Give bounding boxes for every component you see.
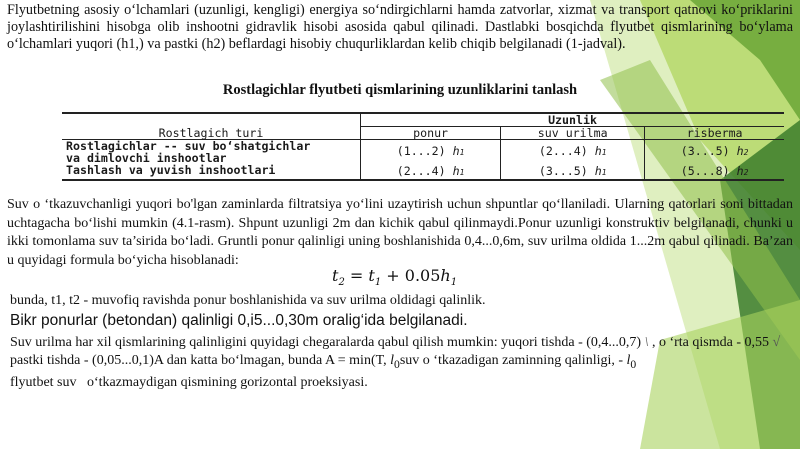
header-length: Uzunlik bbox=[361, 113, 785, 127]
header-risberma: risberma bbox=[645, 127, 784, 140]
row-type-line1: Tashlash va yuvish inshootlari bbox=[66, 163, 276, 177]
row-risberma: (5...8) h2 bbox=[645, 164, 784, 180]
row-risberma: (3...5) h2 bbox=[645, 140, 784, 165]
header-ponur: ponur bbox=[361, 127, 501, 140]
row-type bbox=[62, 140, 361, 165]
header-urilma: suv urilma bbox=[501, 127, 645, 140]
row-type-line2: va dimlovchi inshootlar bbox=[66, 151, 227, 165]
definition-line: bunda, t1, t2 - muvofiq ravishda ponur boshlanishida va suv urilma oldidagi qalinlik. bbox=[10, 293, 486, 308]
table-header-row-1 bbox=[62, 113, 784, 127]
table-row bbox=[62, 164, 784, 180]
intro-paragraph: Flyutbetning asosiy o‘lchamlari (uzunligi, kengligi) energiya so‘ndirgichlarni hamda zatvorlar, xizmat va transport qatnovi ko‘priklarini joylashtirilishini hisobga olib inshootni gidravlik hisobi asosida qabul qilinadi. Dastlabki bosqichda flyutbet qismlarining bo‘ylama o‘lchamlari yuqori (h1,) va pastki (h2) beflardagi hisobiy chuqurliklardan kelib chiqib belgilanadi (1-jadval). bbox=[7, 2, 793, 53]
row-ponur: (1...2) h1 bbox=[361, 140, 501, 165]
urilma-thickness-paragraph: Suv urilma har xil qismlarining qalinligini quyidagi chegaralarda qabul qilish mumkin: yuqori tishda - (0,4...0,7) \ , o ‘rta qismda - 0,55 √ pastki tishda - (0,05...0,1)A dan katta bo‘lmagan, bunda A = min(T, $l_0suv$ o ‘tkazadigan zaminning qalinligi, - $l_0$ flyutbet suv o‘tkazmaydigan qismining gorizontal proeksiyasi. bbox=[10, 335, 781, 390]
row-type-line1: Rostlagichlar -- suv bo‘shatgichlar bbox=[66, 139, 311, 153]
lengths-table bbox=[62, 112, 784, 181]
formula-placeholder-icon: \ bbox=[641, 335, 652, 350]
table-title: Rostlagichlar flyutbeti qismlarining uzunliklarini tanlash bbox=[222, 82, 578, 98]
shpunt-paragraph: Suv o ‘tkazuvchanligi yuqori bo'lgan zaminlarda filtratsiya yo‘lini uzaytirish uchun shpuntlar qo‘llaniladi. Ularning qatorlari soni bittadan uchtagacha bo‘lishi mumkin (4.1-rasm). Shpunt uzunligi 2m dan kichik qabul qilinmaydi.Ponur uzunligi konstruktiv belgilanadi, chunki u ikki tomonlama suv ta’sirida bo‘ladi. Gruntli ponur qalinligi uning boshlanishida 0,4...0,6m, suv urilma oldida 1...2m qabul qilinadi. Ba’zan u quyidagi formula bo‘yicha hisoblanadi: bbox=[7, 197, 793, 268]
formula-placeholder-icon: √ bbox=[768, 335, 781, 350]
row-urilma: (2...4) h1 bbox=[501, 140, 645, 165]
row-urilma: (3...5) h1 bbox=[501, 164, 645, 180]
thickness-formula: $t_2 = t_1 + 0.05h_1$ bbox=[332, 266, 458, 289]
row-type bbox=[62, 164, 361, 180]
rigid-ponur-line: Bikr ponurlar (betondan) qalinligi 0,i5...0,30m oralig‘ida belgilanadi. bbox=[10, 312, 468, 329]
table-row bbox=[62, 140, 784, 165]
row-ponur: (2...4) h1 bbox=[361, 164, 501, 180]
header-type: Rostlagich turi bbox=[62, 113, 361, 140]
